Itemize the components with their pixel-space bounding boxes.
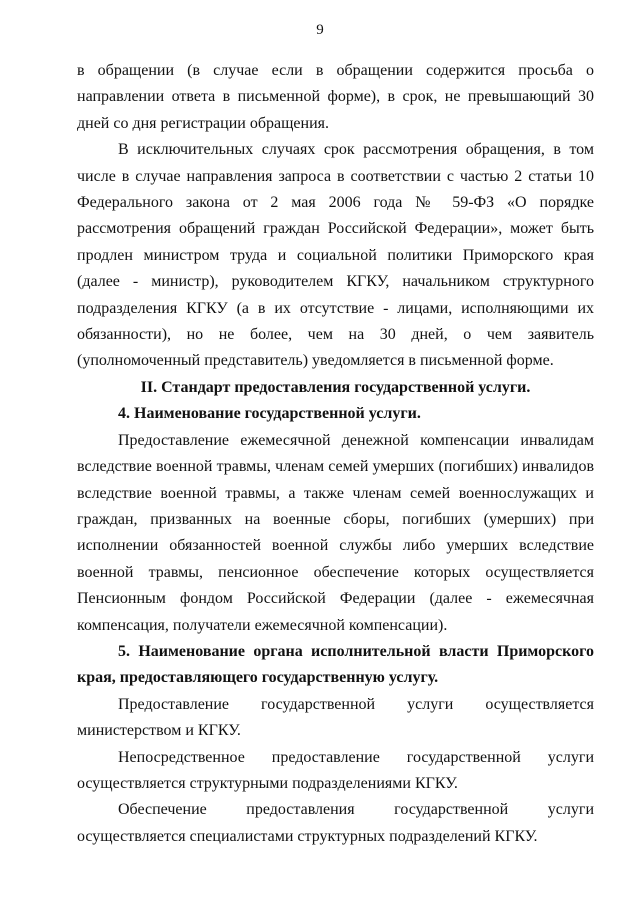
paragraph-extension: В исключительных случаях срок рассмотрения обращения, в том числе в случае направления запроса в соответствии с частью 2 статьи 10 Федерального закона от 2 мая 2006 года № 59-ФЗ «О порядке рассмотрения обращений граждан Российской Федерации», может быть продлен министром труда и социальной политики Приморского края (далее - министр), руководителем КГКУ, начальником структурного подразделения КГКУ (а в их отсутствие - лицами, исполняющими их обязанности), но не более, чем на 30 дней, о чем заявитель (уполномоченный представитель) уведомляется в письменной форме. [77, 141, 594, 370]
paragraph-service-name: Предоставление ежемесячной денежной компенсации инвалидам вследствие военной травмы, членам семей умерших (погибших) инвалидов вследствие военной травмы, а также членам семей военнослужащих и граждан, призванных на военные сборы, погибших (умерших) при исполнении обязанностей военной службы либо умерших вследствие военной травмы, пенсионное обеспечение которых осуществляется Пенсионным фондом Российской Федерации (далее - ежемесячная компенсация, получатели ежемесячной компенсации). [77, 431, 594, 634]
subsection-heading-5: 5. Наименование органа исполнительной власти Приморского края, предоставляющего государственную услугу. [77, 642, 594, 687]
section-heading: II. Стандарт предоставления государственной услуги. [140, 378, 531, 396]
paragraph-support: Обеспечение предоставления государственной услуги осуществляется специалистами структурных подразделений КГКУ. [77, 801, 594, 845]
subsection-heading-4: 4. Наименование государственной услуги. [118, 405, 421, 423]
paragraph-response-deadline: в обращении (в случае если в обращении содержится просьба о направлении ответа в письменной форме), в срок, не превышающий 30 дней со дня регистрации обращения. [77, 62, 594, 132]
document-body [77, 58, 594, 850]
paragraph-direct-provision: Непосредственное предоставление государственной услуги осуществляется структурными подразделениями КГКУ. [77, 748, 594, 792]
paragraph-provider: Предоставление государственной услуги осуществляется министерством и КГКУ. [77, 695, 594, 740]
page-number: 9 [316, 22, 324, 38]
